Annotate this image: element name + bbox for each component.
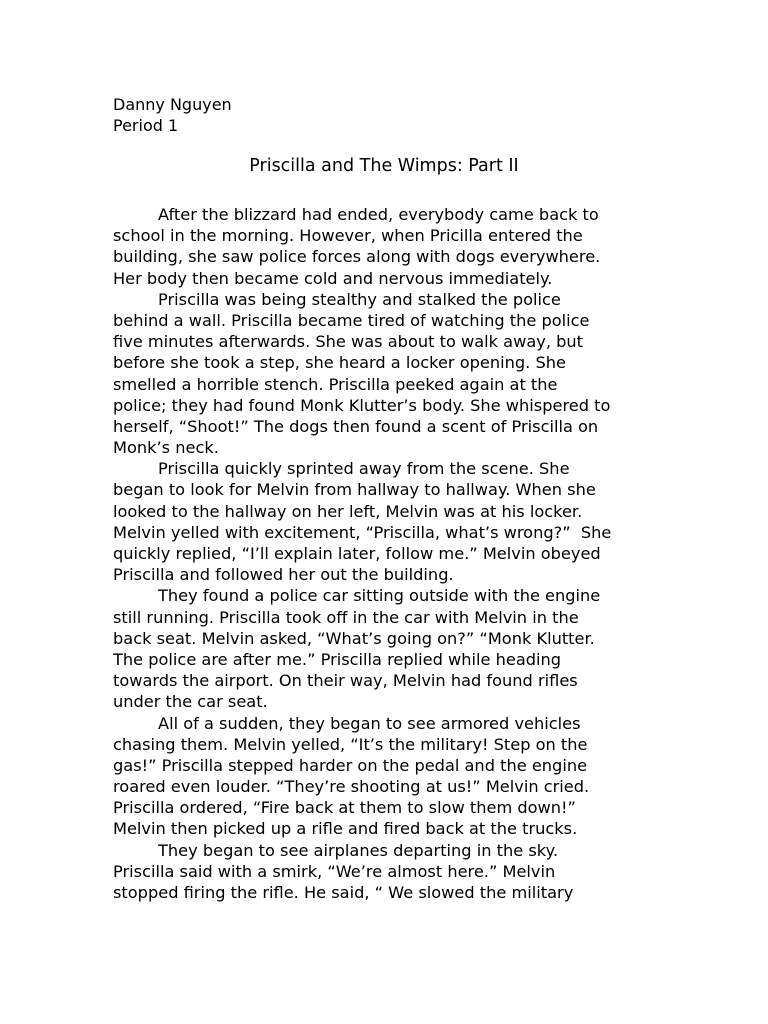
text-line: chasing them. Melvin yelled, “It’s the military! Step on the bbox=[113, 734, 588, 754]
text-line: gas!” Priscilla stepped harder on the pedal and the engine bbox=[113, 755, 588, 775]
text-line: looked to the hallway on her left, Melvin was at his locker. bbox=[113, 501, 583, 521]
story-body bbox=[113, 204, 611, 903]
paragraph-first-line: They found a police car sitting outside with the engine bbox=[158, 586, 601, 606]
paragraph-first-line: Priscilla quickly sprinted away from the scene. She bbox=[158, 459, 570, 479]
text-line: police; they had found Monk Klutter’s body. She whispered to bbox=[113, 395, 611, 415]
text-line: before she took a step, she heard a locker opening. She bbox=[113, 353, 566, 373]
text-line: still running. Priscilla took off in the car with Melvin in the bbox=[113, 607, 579, 627]
text-line: behind a wall. Priscilla became tired of watching the police bbox=[113, 310, 590, 330]
text-line: five minutes afterwards. She was about to walk away, but bbox=[113, 332, 584, 352]
text-line: stopped firing the rifle. He said, “ We slowed the military bbox=[113, 883, 574, 902]
text-line: Priscilla ordered, “Fire back at them to slow them down!” bbox=[113, 798, 576, 818]
text-line: under the car seat. bbox=[113, 692, 268, 712]
text-line: school in the morning. However, when Pricilla entered the bbox=[113, 226, 583, 246]
paragraph-first-line: After the blizzard had ended, everybody came back to bbox=[158, 205, 599, 224]
text-line: herself, “Shoot!” The dogs then found a scent of Priscilla on bbox=[113, 416, 599, 436]
text-line: quickly replied, “I’ll explain later, follow me.” Melvin obeyed bbox=[113, 544, 601, 563]
text-line: The police are after me.” Priscilla replied while heading bbox=[113, 649, 562, 669]
paragraph-first-line: All of a sudden, they began to see armored vehicles bbox=[158, 713, 581, 733]
text-line: smelled a horrible stench. Priscilla peeked again at the bbox=[113, 374, 558, 394]
text-line: Melvin yelled with excitement, “Priscilla, what’s wrong?” She bbox=[113, 522, 612, 542]
text-line: building, she saw police forces along with dogs everywhere. bbox=[113, 247, 601, 267]
paragraph-first-line: Priscilla was being stealthy and stalked the police bbox=[158, 289, 561, 309]
text-line: Priscilla and followed her out the building. bbox=[113, 565, 454, 585]
text-line: Monk’s neck. bbox=[113, 438, 219, 458]
text-line: back seat. Melvin asked, “What’s going on?” “Monk Klutter. bbox=[113, 628, 595, 648]
document-title: Priscilla and The Wimps: Part II bbox=[249, 156, 519, 176]
text-line: began to look for Melvin from hallway to hallway. When she bbox=[113, 480, 596, 500]
text-line: Her body then became cold and nervous immediately. bbox=[113, 268, 553, 288]
text-line: towards the airport. On their way, Melvin had found rifles bbox=[113, 671, 578, 691]
text-line: Melvin then picked up a rifle and fired back at the trucks. bbox=[113, 819, 578, 839]
text-line: roared even louder. “They’re shooting at us!” Melvin cried. bbox=[113, 777, 590, 797]
class-period: Period 1 bbox=[113, 116, 179, 135]
text-line: Priscilla said with a smirk, “We’re almost here.” Melvin bbox=[113, 861, 556, 881]
paragraph-first-line: They began to see airplanes departing in the sky. bbox=[158, 840, 558, 860]
author-name: Danny Nguyen bbox=[113, 95, 232, 114]
document-header bbox=[113, 94, 232, 136]
